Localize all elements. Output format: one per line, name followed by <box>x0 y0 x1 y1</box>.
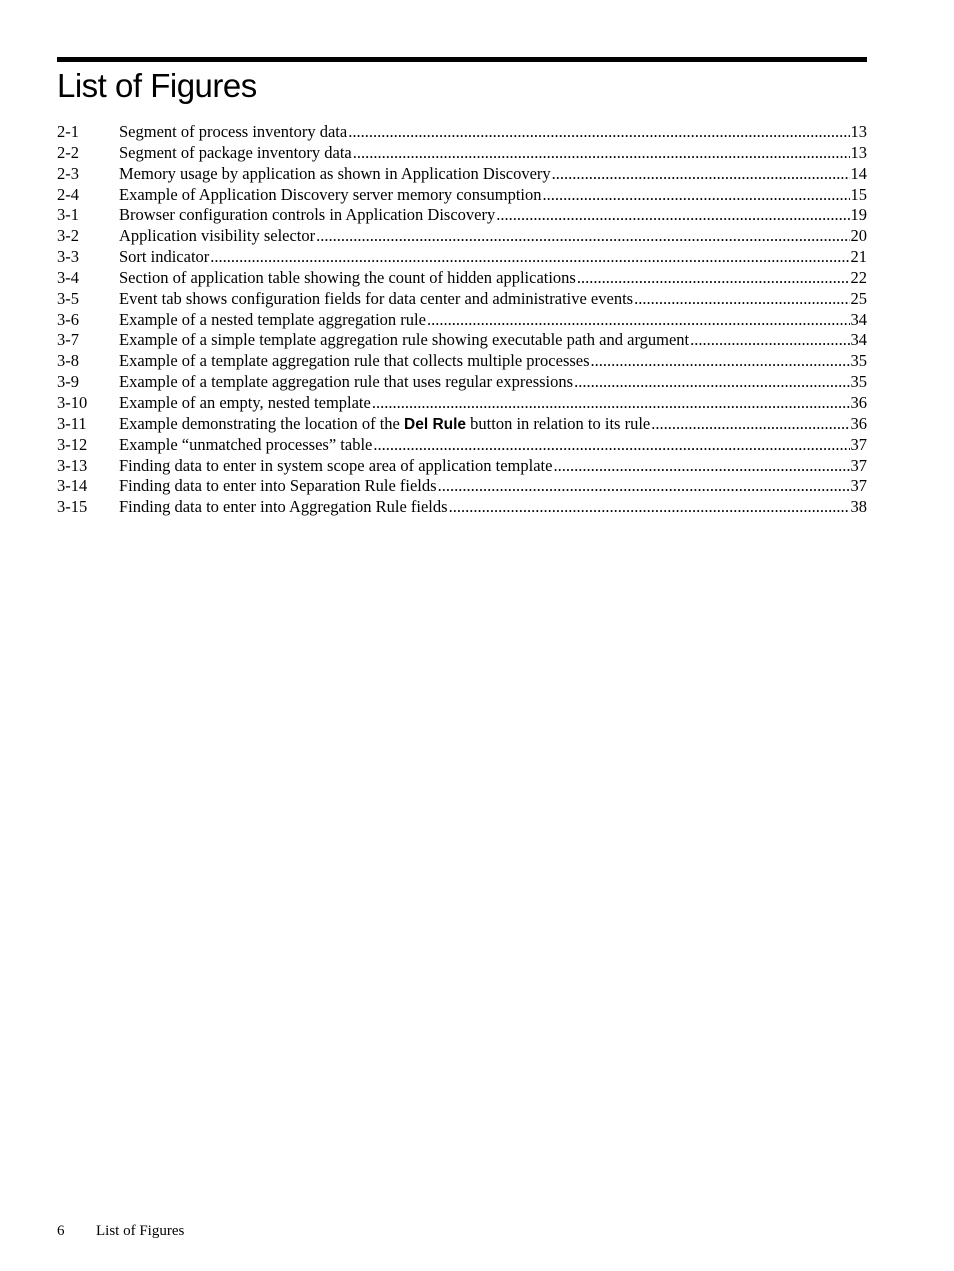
figure-title: Browser configuration controls in Application Discovery <box>119 205 496 225</box>
figure-number: 3-14 <box>57 476 88 496</box>
dot-leader <box>577 268 850 289</box>
top-rule <box>57 57 867 62</box>
dot-leader <box>438 476 850 497</box>
dot-leader <box>210 247 849 268</box>
dot-leader <box>373 435 849 456</box>
dot-leader <box>496 205 849 226</box>
figure-number: 2-1 <box>57 122 79 141</box>
figure-page: 37 <box>850 476 867 496</box>
figure-number: 3-9 <box>57 372 79 392</box>
figure-page: 38 <box>850 497 867 517</box>
figure-title: Sort indicator <box>119 247 210 267</box>
figure-title: Finding data to enter into Separation Rule fields <box>119 476 437 496</box>
figure-entry[interactable] <box>57 247 867 268</box>
figure-page: 25 <box>850 288 867 308</box>
dot-leader <box>574 372 849 393</box>
figure-entry[interactable] <box>57 372 867 393</box>
figure-page: 15 <box>850 184 867 204</box>
figure-title-part: Example demonstrating the location of the <box>119 413 405 433</box>
dot-leader <box>353 143 850 164</box>
figure-title-part: button in relation to its rule <box>466 413 651 433</box>
dot-leader <box>372 393 850 414</box>
figure-entry[interactable] <box>57 164 867 185</box>
figure-entry[interactable] <box>57 414 867 435</box>
dot-leader <box>690 330 849 351</box>
figure-page: 22 <box>850 267 867 287</box>
figure-title: Memory usage by application as shown in Application Discovery <box>119 163 551 183</box>
figure-number: 3-10 <box>57 392 88 412</box>
figure-page: 13 <box>850 142 867 162</box>
figure-entry[interactable] <box>57 476 867 497</box>
footer-page-number: 6 <box>57 1223 65 1239</box>
dot-leader <box>591 351 850 372</box>
figure-title: Segment of package inventory data <box>119 142 352 162</box>
figure-page: 34 <box>850 330 867 350</box>
figure-entry[interactable] <box>57 268 867 289</box>
figure-entry[interactable] <box>57 310 867 331</box>
figure-number: 3-3 <box>57 247 79 267</box>
page-title: List of Figures <box>57 67 257 104</box>
figure-entry[interactable] <box>57 351 867 372</box>
figure-number: 3-5 <box>57 288 79 308</box>
figure-entry[interactable] <box>57 497 867 518</box>
figure-title: Application visibility selector <box>119 226 316 246</box>
figure-page: 36 <box>850 392 867 412</box>
figure-title: Finding data to enter into Aggregation Rule fields <box>119 497 448 517</box>
figure-number: 3-1 <box>57 205 79 225</box>
dot-leader <box>316 226 849 247</box>
figure-page: 37 <box>850 434 867 454</box>
figure-title: Segment of process inventory data <box>119 122 348 141</box>
figure-number: 3-2 <box>57 226 79 246</box>
figure-entry[interactable] <box>57 456 867 477</box>
page-footer <box>57 1221 184 1241</box>
figure-title <box>119 414 650 436</box>
del-rule-term: Del Rule <box>404 415 467 433</box>
figure-number: 2-4 <box>57 184 79 204</box>
dot-leader <box>348 122 849 143</box>
figure-number: 3-13 <box>57 455 88 475</box>
dot-leader <box>634 289 849 310</box>
figure-title: Event tab shows configuration fields for data center and administrative events <box>119 288 634 308</box>
figure-title: Finding data to enter in system scope area of application template <box>119 455 553 475</box>
figure-page: 37 <box>850 455 867 475</box>
figure-page: 36 <box>850 413 867 433</box>
figure-title: Example of Application Discovery server memory consumption <box>119 184 542 204</box>
figure-entry[interactable] <box>57 122 867 143</box>
figure-title: Example of a nested template aggregation rule <box>119 309 426 329</box>
dot-leader <box>651 414 849 435</box>
figure-title: Example of a simple template aggregation rule showing executable path and argument <box>119 330 690 350</box>
figure-title: Example of a template aggregation rule that uses regular expressions <box>119 372 574 392</box>
figure-number: 3-4 <box>57 267 79 287</box>
figure-entry[interactable] <box>57 289 867 310</box>
figure-entry[interactable] <box>57 435 867 456</box>
figure-page: 34 <box>850 309 867 329</box>
figure-page: 19 <box>850 205 867 225</box>
figure-number: 2-2 <box>57 142 79 162</box>
figure-number: 3-11 <box>57 413 87 433</box>
figure-page: 13 <box>850 122 867 141</box>
figure-entry[interactable] <box>57 185 867 206</box>
figure-page: 21 <box>850 247 867 267</box>
figure-page: 14 <box>850 163 867 183</box>
dot-leader <box>427 310 850 331</box>
figure-title: Example “unmatched processes” table <box>119 434 373 454</box>
figure-number: 3-15 <box>57 497 88 517</box>
figure-title: Section of application table showing the count of hidden applications <box>119 267 576 287</box>
figure-title: Example of a template aggregation rule that collects multiple processes <box>119 351 590 371</box>
figure-page: 20 <box>850 226 867 246</box>
dot-leader <box>542 185 849 206</box>
figure-number: 3-7 <box>57 330 79 350</box>
figure-number: 3-12 <box>57 434 88 454</box>
figure-number: 2-3 <box>57 163 79 183</box>
figure-entry[interactable] <box>57 226 867 247</box>
figure-entry[interactable] <box>57 143 867 164</box>
figure-number: 3-8 <box>57 351 79 371</box>
figure-entry[interactable] <box>57 205 867 226</box>
figure-page: 35 <box>850 372 867 392</box>
figure-list <box>57 122 867 518</box>
figure-entry[interactable] <box>57 393 867 414</box>
dot-leader <box>449 497 850 518</box>
dot-leader <box>552 164 850 185</box>
dot-leader <box>553 456 849 477</box>
figure-title: Example of an empty, nested template <box>119 392 371 412</box>
figure-number: 3-6 <box>57 309 79 329</box>
footer-section-title: List of Figures <box>96 1223 185 1239</box>
figure-page: 35 <box>850 351 867 371</box>
figure-entry[interactable] <box>57 330 867 351</box>
